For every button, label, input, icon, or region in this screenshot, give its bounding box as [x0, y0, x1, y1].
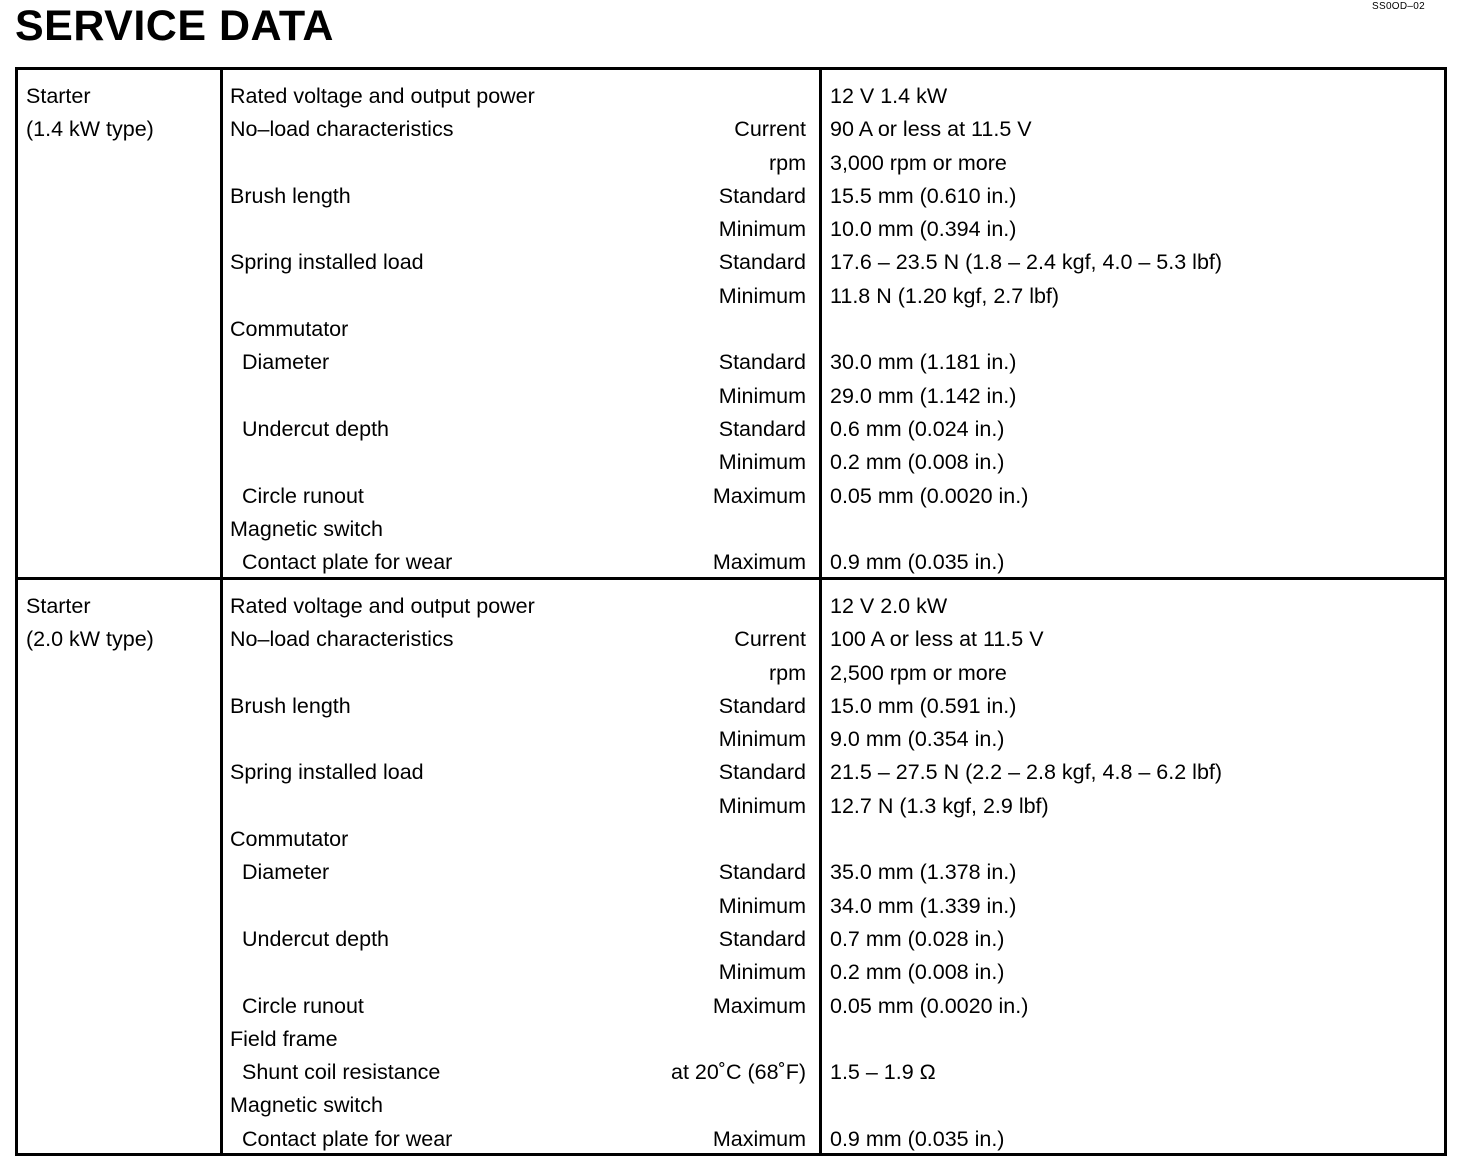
spec-qualifier: Minimum — [718, 450, 806, 475]
table-row — [18, 480, 1444, 513]
spec-qualifier: Minimum — [718, 283, 806, 308]
spec-value: 3,000 rpm or more — [830, 150, 1007, 175]
spec-value: 0.6 mm (0.024 in.) — [830, 416, 1005, 441]
spec-value: 0.7 mm (0.028 in.) — [830, 926, 1005, 951]
table-row — [18, 1023, 1444, 1056]
table-row — [18, 690, 1444, 723]
table-row — [18, 790, 1444, 823]
table-row — [18, 923, 1444, 956]
table-row — [18, 657, 1444, 690]
spec-item: Circle runout — [242, 993, 364, 1018]
spec-value: 29.0 mm (1.142 in.) — [830, 383, 1017, 408]
spec-value: 1.5 – 1.9 Ω — [830, 1060, 936, 1085]
spec-qualifier: Standard — [718, 350, 806, 375]
spec-qualifier: rpm — [768, 660, 806, 685]
spec-qualifier: at 20˚C (68˚F) — [670, 1060, 806, 1085]
spec-value: 0.2 mm (0.008 in.) — [830, 450, 1005, 475]
spec-qualifier: Minimum — [718, 383, 806, 408]
spec-qualifier: Standard — [718, 926, 806, 951]
spec-value: 30.0 mm (1.181 in.) — [830, 350, 1017, 375]
spec-value: 12 V 2.0 kW — [830, 594, 948, 618]
table-row — [18, 590, 1444, 623]
table-row — [18, 113, 1444, 146]
spec-qualifier: Standard — [718, 416, 806, 441]
spec-qualifier: Minimum — [718, 727, 806, 752]
table-row — [18, 413, 1444, 446]
spec-value: 35.0 mm (1.378 in.) — [830, 860, 1017, 885]
spec-item: Brush length — [230, 693, 351, 718]
table-row — [18, 180, 1444, 213]
table-row — [18, 80, 1444, 113]
spec-rows — [18, 80, 1444, 579]
spec-item: Rated voltage and output power — [230, 84, 535, 108]
component-type: (2.0 kW type) — [26, 627, 154, 652]
spec-rows — [18, 590, 1444, 1156]
component-name: Starter — [26, 84, 91, 108]
spec-item: Contact plate for wear — [242, 1126, 453, 1151]
starter-1-4kw-section — [18, 70, 1444, 580]
component-type: (1.4 kW type) — [26, 117, 154, 142]
spec-value: 12.7 N (1.3 kgf, 2.9 lbf) — [830, 793, 1049, 818]
spec-qualifier: Standard — [718, 183, 806, 208]
spec-item: Commutator — [230, 317, 349, 342]
table-row — [18, 1056, 1444, 1089]
table-row — [18, 623, 1444, 656]
spec-value: 2,500 rpm or more — [830, 660, 1007, 685]
table-row — [18, 723, 1444, 756]
spec-value: 0.9 mm (0.035 in.) — [830, 550, 1005, 575]
spec-value: 0.05 mm (0.0020 in.) — [830, 993, 1029, 1018]
spec-value: 90 A or less at 11.5 V — [830, 117, 1032, 142]
spec-item: No–load characteristics — [230, 627, 454, 652]
document-code: SS0OD–02 — [1372, 1, 1425, 12]
spec-value: 15.5 mm (0.610 in.) — [830, 183, 1017, 208]
table-row — [18, 246, 1444, 279]
spec-item: Brush length — [230, 183, 351, 208]
spec-qualifier: Minimum — [718, 217, 806, 242]
table-row — [18, 890, 1444, 923]
starter-2-0kw-section — [18, 580, 1444, 1153]
spec-item: Undercut depth — [242, 416, 390, 441]
spec-item: Field frame — [230, 1026, 338, 1051]
spec-item: Contact plate for wear — [242, 550, 453, 575]
spec-qualifier: Current — [734, 627, 806, 652]
table-row — [18, 756, 1444, 789]
spec-qualifier: rpm — [768, 150, 806, 175]
spec-qualifier: Maximum — [712, 993, 806, 1018]
spec-qualifier: Standard — [718, 860, 806, 885]
table-row — [18, 1123, 1444, 1156]
spec-qualifier: Maximum — [712, 550, 806, 575]
spec-value: 34.0 mm (1.339 in.) — [830, 893, 1017, 918]
spec-item: Magnetic switch — [230, 516, 383, 541]
table-row — [18, 213, 1444, 246]
service-data-table — [15, 67, 1447, 1156]
spec-qualifier: Minimum — [718, 793, 806, 818]
spec-item: Spring installed load — [230, 250, 424, 275]
table-row — [18, 313, 1444, 346]
spec-qualifier: Maximum — [712, 483, 806, 508]
table-row — [18, 823, 1444, 856]
page-title: SERVICE DATA — [15, 2, 334, 50]
table-row — [18, 990, 1444, 1023]
table-row — [18, 147, 1444, 180]
spec-item: Circle runout — [242, 483, 364, 508]
table-row — [18, 1089, 1444, 1122]
spec-qualifier: Current — [734, 117, 806, 142]
spec-qualifier: Standard — [718, 760, 806, 785]
spec-value: 10.0 mm (0.394 in.) — [830, 217, 1017, 242]
spec-value: 17.6 – 23.5 N (1.8 – 2.4 kgf, 4.0 – 5.3 lbf) — [830, 250, 1223, 275]
spec-value: 100 A or less at 11.5 V — [830, 627, 1044, 652]
table-row — [18, 956, 1444, 989]
spec-qualifier: Minimum — [718, 893, 806, 918]
table-row — [18, 856, 1444, 889]
table-row — [18, 346, 1444, 379]
spec-item: Undercut depth — [242, 926, 390, 951]
spec-value: 12 V 1.4 kW — [830, 84, 948, 108]
table-row — [18, 280, 1444, 313]
spec-qualifier: Minimum — [718, 960, 806, 985]
spec-item: Shunt coil resistance — [242, 1060, 441, 1085]
spec-value: 0.05 mm (0.0020 in.) — [830, 483, 1029, 508]
spec-value: 0.2 mm (0.008 in.) — [830, 960, 1005, 985]
spec-item: Rated voltage and output power — [230, 594, 535, 618]
spec-value: 15.0 mm (0.591 in.) — [830, 693, 1017, 718]
spec-item: No–load characteristics — [230, 117, 454, 142]
spec-item: Commutator — [230, 827, 349, 852]
table-row — [18, 380, 1444, 413]
spec-value: 21.5 – 27.5 N (2.2 – 2.8 kgf, 4.8 – 6.2 lbf) — [830, 760, 1223, 785]
table-row — [18, 513, 1444, 546]
spec-value: 0.9 mm (0.035 in.) — [830, 1126, 1005, 1151]
spec-qualifier: Standard — [718, 250, 806, 275]
spec-item: Diameter — [242, 860, 330, 885]
spec-qualifier: Standard — [718, 693, 806, 718]
spec-qualifier: Maximum — [712, 1126, 806, 1151]
spec-value: 11.8 N (1.20 kgf, 2.7 lbf) — [830, 283, 1060, 308]
table-row — [18, 446, 1444, 479]
component-name: Starter — [26, 594, 91, 618]
spec-item: Magnetic switch — [230, 1093, 383, 1118]
spec-value: 9.0 mm (0.354 in.) — [830, 727, 1005, 752]
spec-item: Spring installed load — [230, 760, 424, 785]
table-row — [18, 546, 1444, 579]
spec-item: Diameter — [242, 350, 330, 375]
